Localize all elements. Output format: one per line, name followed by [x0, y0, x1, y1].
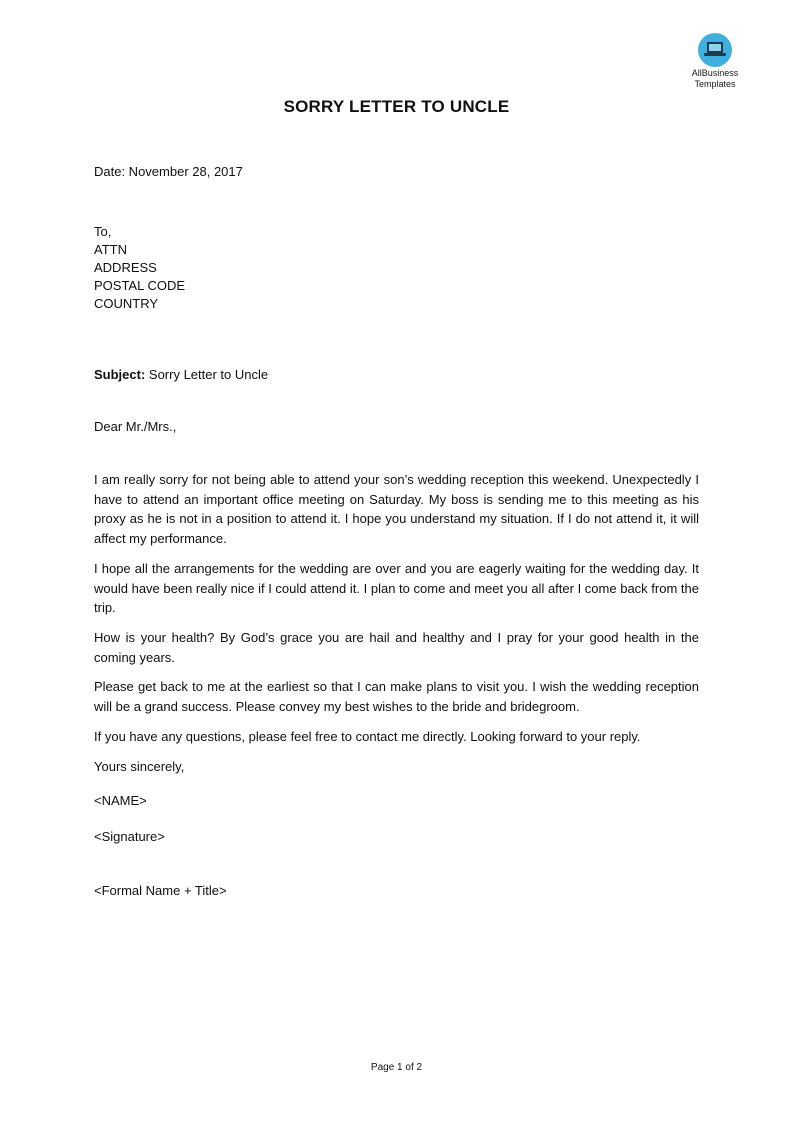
- body-paragraph-5: If you have any questions, please feel free to contact me directly. Looking forward to your reply.: [94, 729, 641, 744]
- subject-text: Sorry Letter to Uncle: [145, 367, 269, 382]
- laptop-icon: [698, 33, 732, 67]
- body-paragraph-2: I hope all the arrangements for the wedding are over and you are eagerly waiting for the wedding day. It would have been really nice if I could attend it. I plan to come and meet you all after I come back from the trip.: [94, 561, 699, 615]
- sender-name: <NAME>: [94, 793, 147, 808]
- body-paragraph-3: How is your health? By God’s grace you are hail and healthy and I pray for your good health in the coming years.: [94, 630, 699, 665]
- body-paragraph-1: I am really sorry for not being able to attend your son’s wedding reception this weekend. Unexpectedly I have to attend an important office meeting on Saturday. My boss is sending me to this meeting as his proxy as he is not in a position to attend it. I hope you understand my situation. If I do not attend it, it will affect my performance.: [94, 472, 699, 546]
- address-attn: ATTN: [94, 242, 127, 257]
- formal-name-title: <Formal Name + Title>: [94, 883, 227, 898]
- subject-label: Subject:: [94, 367, 146, 382]
- signature-placeholder: <Signature>: [94, 829, 165, 844]
- address-line: ADDRESS: [94, 260, 157, 275]
- closing: Yours sincerely,: [94, 759, 185, 774]
- brand-logo: [684, 33, 746, 89]
- logo-text-line2: Templates: [694, 79, 736, 89]
- letter-date: Date: November 28, 2017: [94, 164, 243, 179]
- address-country: COUNTRY: [94, 296, 159, 311]
- page-number: Page 1 of 2: [370, 1062, 423, 1073]
- subject-line: [94, 366, 268, 384]
- address-postal-code: POSTAL CODE: [94, 278, 186, 293]
- document-title: SORRY LETTER TO UNCLE: [283, 97, 510, 116]
- address-to: To,: [94, 224, 112, 239]
- salutation: Dear Mr./Mrs.,: [94, 419, 177, 434]
- body-paragraph-4: Please get back to me at the earliest so that I can make plans to visit you. I wish the wedding reception will be a grand success. Please convey my best wishes to the bride and bridegroom.: [94, 679, 699, 714]
- logo-text-line1: AllBusiness: [691, 68, 739, 78]
